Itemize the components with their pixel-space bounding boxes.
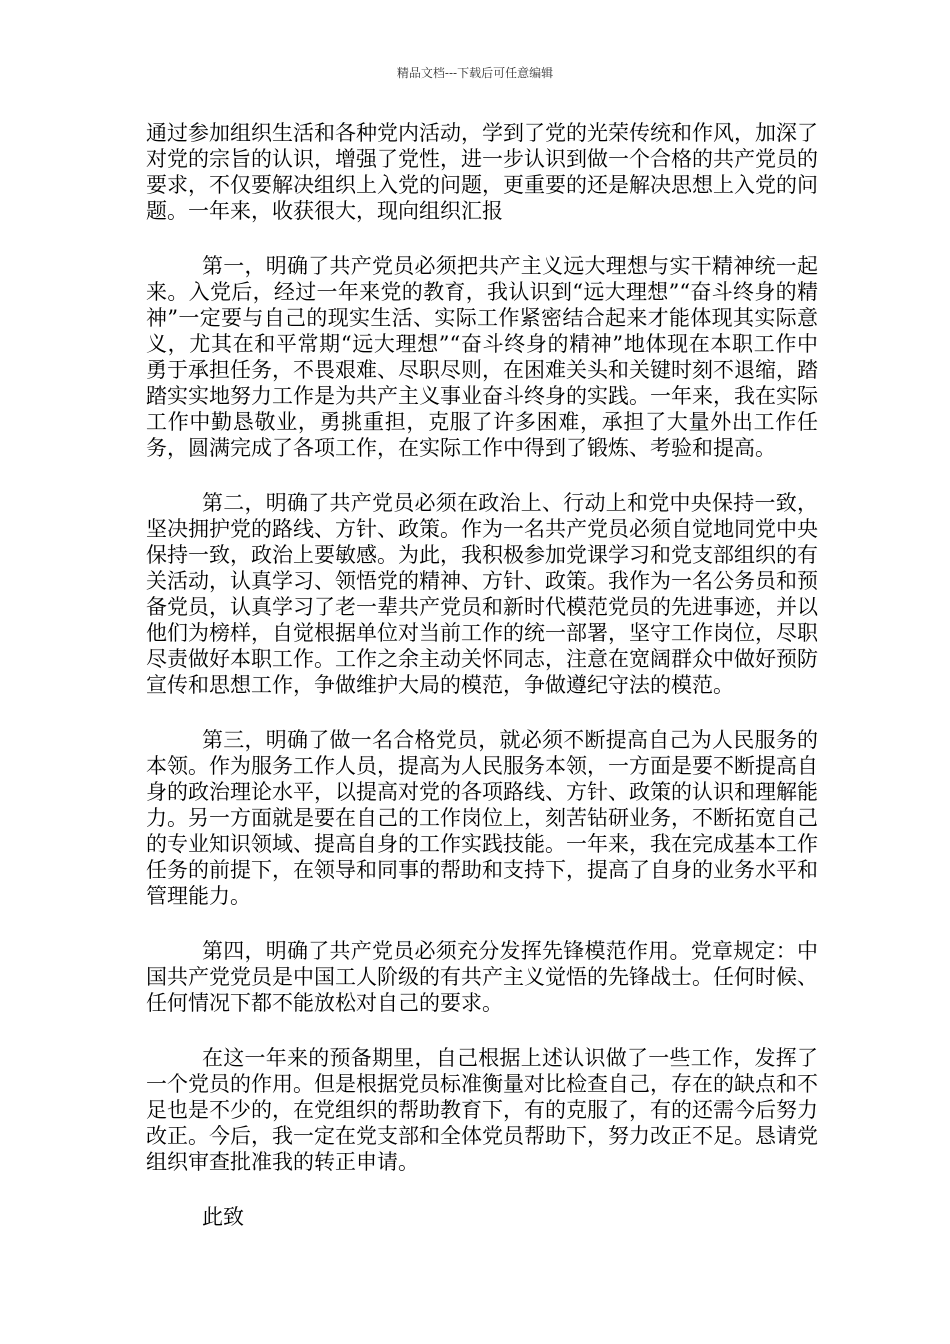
paragraph-conclusion: 在这一年来的预备期里，自己根据上述认识做了一些工作，发挥了一个党员的作用。但是根据党员标准衡量对比检查自己，存在的缺点和不足也是不少的，在党组织的帮助教育下，有的克服了，有的还需今后努力改正。今后，我一定在党支部和全体党员帮助下，努力改正不足。恳请党组织审查批准我的转正申请。 xyxy=(146,1046,818,1174)
paragraph-intro-continuation: 通过参加组织生活和各种党内活动，学到了党的光荣传统和作风，加深了对党的宗旨的认识，增强了党性，进一步认识到做一个合格的共产党员的要求，不仅要解决组织上入党的问题，更重要的还是解决思想上入党的问题。一年来，收获很大，现向组织汇报 xyxy=(146,121,818,223)
paragraph-first-point: 第一，明确了共产党员必须把共产主义远大理想与实干精神统一起来。入党后，经过一年来党的教育，我认识到“远大理想”“奋斗终身的精神”一定要与自己的现实生活、实际工作紧密结合起来才能体现其实际意义，尤其在和平常期“远大理想”“奋斗终身的精神”地体现在本职工作中勇于承担任务，不畏艰难、尽职尽则，在困难关头和关键时刻不退缩，踏踏实实地努力工作是为共产主义事业奋斗终身的实践。一年来，我在实际工作中勤恳敬业，勇挑重担，克服了许多困难，承担了大量外出工作任务，圆满完成了各项工作，在实际工作中得到了锻炼、考验和提高。 xyxy=(146,254,818,460)
page-header-watermark: 精品文档---下载后可任意编辑 xyxy=(396,66,554,80)
paragraph-second-point: 第二，明确了共产党员必须在政治上、行动上和党中央保持一致，坚决拥护党的路线、方针、政策。作为一名共产党员必须自觉地同党中央保持一致，政治上要敏感。为此，我积极参加党课学习和党支部组织的有关活动，认真学习、领悟党的精神、方针、政策。我作为一名公务员和预备党员，认真学习了老一辈共产党员和新时代模范党员的先进事迹，并以他们为榜样，自觉根据单位对当前工作的统一部署，坚守工作岗位，尽职尽责做好本职工作。工作之余主动关怀同志，注意在宽阔群众中做好预防宣传和思想工作，争做维护大局的模范，争做遵纪守法的模范。 xyxy=(146,491,818,697)
paragraph-fourth-point: 第四，明确了共产党员必须充分发挥先锋模范作用。党章规定：中国共产党党员是中国工人阶级的有共产主义觉悟的先锋战士。任何时候、任何情况下都不能放松对自己的要求。 xyxy=(146,939,818,1015)
document-body xyxy=(146,120,818,1259)
paragraph-third-point: 第三，明确了做一名合格党员，就必须不断提高自己为人民服务的本领。作为服务工作人员，提高为人民服务本领，一方面是要不断提高自身的政治理论水平，以提高对党的各项路线、方针、政策的认识和理解能力。另一方面就是要在自己的工作岗位上，刻苦钻研业务，不断拓宽自己的专业知识领域、提高自身的工作实践技能。一年来，我在完成基本工作任务的前提下，在领导和同事的帮助和支持下，提高了自身的业务水平和管理能力。 xyxy=(146,728,818,908)
paragraph-salutation: 此致 xyxy=(202,1205,244,1229)
